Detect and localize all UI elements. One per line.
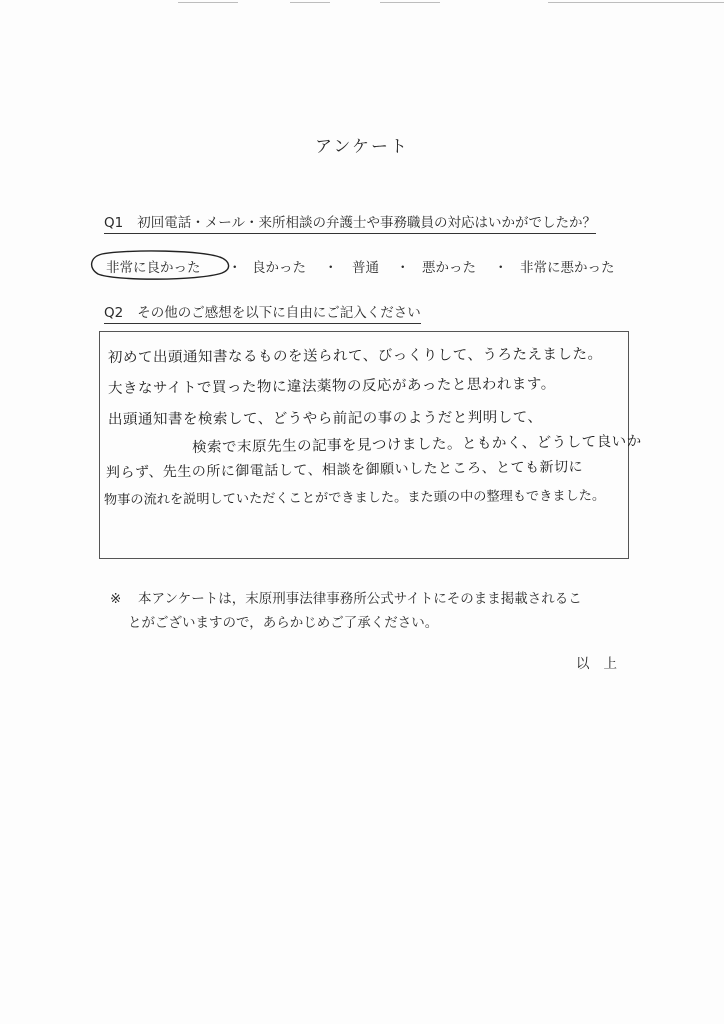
question-1 (104, 211, 596, 234)
note-line-2: とがございますので，あらかじめご了承ください。 (128, 615, 439, 631)
disclaimer-note (110, 587, 630, 635)
option-separator: ・ (396, 260, 410, 276)
question-1-text: 初回電話・メール・来所相談の弁護士や事務職員の対応はいかがでしたか？ (137, 215, 596, 231)
question-1-number: Q1 (104, 215, 124, 231)
option-bad[interactable]: 悪かった (422, 260, 476, 276)
option-separator: ・ (324, 260, 338, 276)
question-2-number: Q2 (104, 305, 124, 321)
option-separator: ・ (228, 260, 242, 276)
option-good[interactable]: 良かった (252, 260, 306, 276)
note-line-1: 本アンケートは，末原刑事法律事務所公式サイトにそのまま掲載されるこ (138, 591, 582, 607)
handwritten-line: 物事の流れを説明していただくことができました。また頭の中の整理もできました。 (103, 488, 606, 508)
scan-artifact (178, 2, 238, 3)
option-separator: ・ (494, 260, 508, 276)
note-mark: ※ (110, 591, 122, 607)
question-2 (104, 301, 421, 324)
scan-artifact (380, 2, 440, 3)
scan-artifact (290, 2, 330, 3)
option-very-good[interactable]: 非常に良かった (106, 260, 201, 276)
handwritten-line: 判らず、先生の所に御電話して、相談を御願いしたところ、とても新切に (105, 459, 584, 481)
scan-artifact (548, 2, 724, 3)
option-very-bad[interactable]: 非常に悪かった (520, 260, 615, 276)
closing-text: 以上 (576, 656, 631, 672)
handwritten-line: 大きなサイトで買った物に違法薬物の反応があったと思われます。 (107, 376, 556, 397)
option-normal[interactable]: 普通 (352, 260, 379, 276)
free-answer-box[interactable] (99, 331, 642, 559)
selection-circle-mark (88, 248, 236, 282)
survey-title: アンケート (315, 137, 409, 157)
question-2-text: その他のご感想を以下に自由にご記入ください (137, 305, 421, 321)
handwritten-line: 初めて出頭通知書なるものを送られて、びっくりして、うろたえました。 (107, 346, 603, 366)
handwritten-line: 出頭通知書を検索して、どうやら前記の事のようだと判明して、 (107, 409, 543, 428)
handwritten-line: 検索で末原先生の記事を見つけました。ともかく、どうして良いか (191, 433, 642, 456)
